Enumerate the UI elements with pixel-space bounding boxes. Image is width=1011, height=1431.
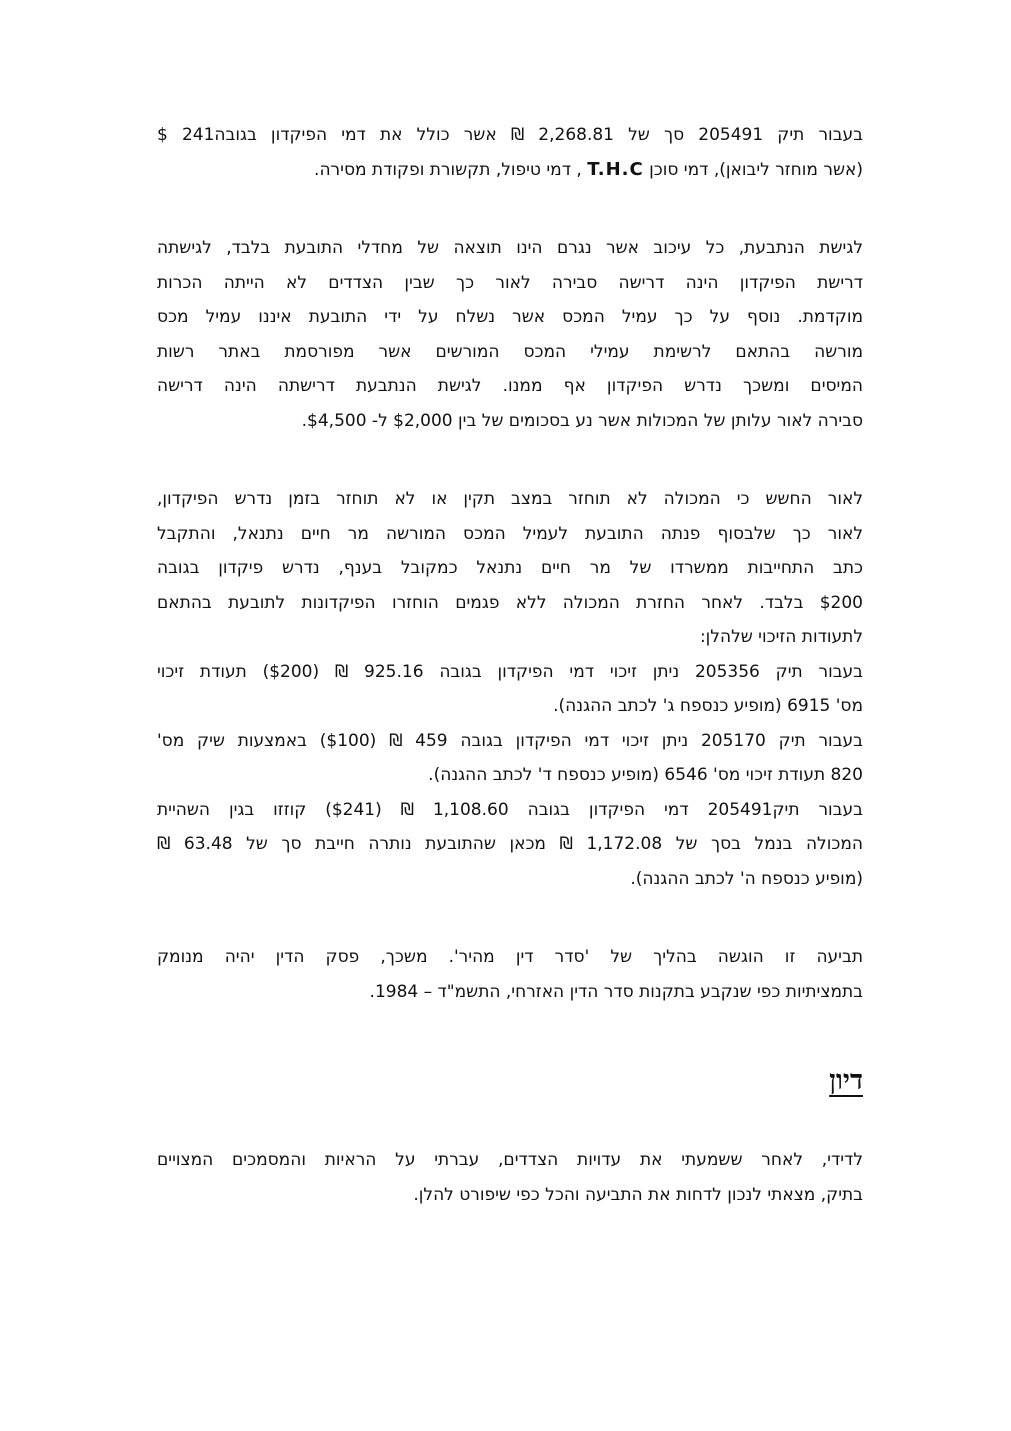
section-heading-discussion: דיון — [829, 1065, 863, 1096]
text-line: מס' 6915 (מופיע כנספח ג' לכתב ההגנה). — [553, 696, 863, 716]
text-segment: , דמי טיפול, תקשורת ופקודת מסירה. — [314, 159, 588, 180]
text-line: (מופיע כנספח ה' לכתב ההגנה). — [630, 868, 863, 889]
text-line: לאור כך שלבסוף פנתה התובעת לעמיל המכס המורשה מר חיים נתנאל, והתקבל — [157, 523, 863, 544]
text-line: בתיק, מצאתי לנכון לדחות את התביעה והכל כפי שיפורט להלן. — [413, 1184, 863, 1205]
paragraph-procedure — [157, 940, 863, 1009]
text-line: המכולה בנמל בסך של 1,172.08 ₪ מכאן שהתובעת נותרה חייבת סך של 63.48 ₪ — [157, 834, 863, 854]
paragraph-fee-breakdown — [157, 118, 863, 187]
text-line: מוקדמת. נוסף על כך עמיל המכס אשר נשלח על ידי התובעת איננו עמיל מכס — [157, 307, 863, 327]
text-line: בתמציתיות כפי שנקבע בתקנות סדר הדין האזרחי, התשמ"ד – 1984. — [369, 981, 863, 1002]
text-line — [157, 153, 863, 188]
paragraph-ruling — [157, 1143, 863, 1212]
text-line: בעבור תיק 205356 ניתן זיכוי דמי הפיקדון בגובה 925.16 ₪ ($200) תעודת זיכוי — [157, 661, 863, 682]
text-line: לגישת הנתבעת, כל עיכוב אשר נגרם הינו תוצאה של מחדלי התובעת בלבד, לגישתה — [157, 238, 863, 258]
text-line: כתב התחייבות ממשרדו של מר חיים נתנאל כמקובל בענף, נדרש פיקדון בגובה — [157, 558, 863, 578]
paragraph-deposit-refunds — [157, 482, 863, 896]
document-page — [157, 118, 863, 1212]
thc-label: T.H.C — [587, 158, 644, 180]
text-line: 820 תעודת זיכוי מס' 6546 (מופיע כנספח ד' לכתב ההגנה). — [428, 765, 863, 785]
text-line: לדידי, לאחר ששמעתי את עדויות הצדדים, עברתי על הראיות והמסמכים המצויים — [157, 1150, 863, 1170]
text-line: סבירה לאור עלותן של המכולות אשר נע בסכומים של בין $2,000 ל- $4,500. — [301, 410, 863, 431]
text-line: $200 בלבד. לאחר החזרת המכולה ללא פגמים הוחזרו הפיקדונות לתובעת בהתאם — [157, 592, 863, 613]
text-line: מורשה בהתאם לרשימת עמילי המכס המורשים אשר מפורסמת באתר רשות — [157, 341, 863, 362]
text-line: לאור החשש כי המכולה לא תוחזר במצב תקין או לא תוחזר בזמן נדרש הפיקדון, — [157, 489, 863, 509]
text-line: לתעודות הזיכוי שלהלן: — [699, 627, 863, 647]
text-line: המיסים ומשכך נדרש הפיקדון אף ממנו. לגישת הנתבעת דרישתה הינה דרישה — [157, 376, 863, 396]
text-line: בעבור תיק205491 דמי הפיקדון בגובה 1,108.60 ₪ ($241) קוזזו בגין השהיית — [157, 799, 863, 820]
text-segment: (אשר מוחזר ליבואן), דמי סוכן — [643, 159, 863, 180]
text-line: בעבור תיק 205170 ניתן זיכוי דמי הפיקדון בגובה 459 ₪ ($100) באמצעות שיק מס' — [157, 730, 863, 751]
text-line: תביעה זו הוגשה בהליך של 'סדר דין מהיר'. משכך, פסק הדין יהיה מנומק — [157, 947, 863, 967]
text-line: בעבור תיק 205491 סך של 2,268.81 ₪ אשר כולל את דמי הפיקדון בגובה241 $ — [157, 125, 863, 145]
text-line: דרישת הפיקדון הינה דרישה סבירה לאור כך שבין הצדדים לא הייתה הכרות — [157, 272, 863, 293]
paragraph-defendant-position — [157, 231, 863, 438]
